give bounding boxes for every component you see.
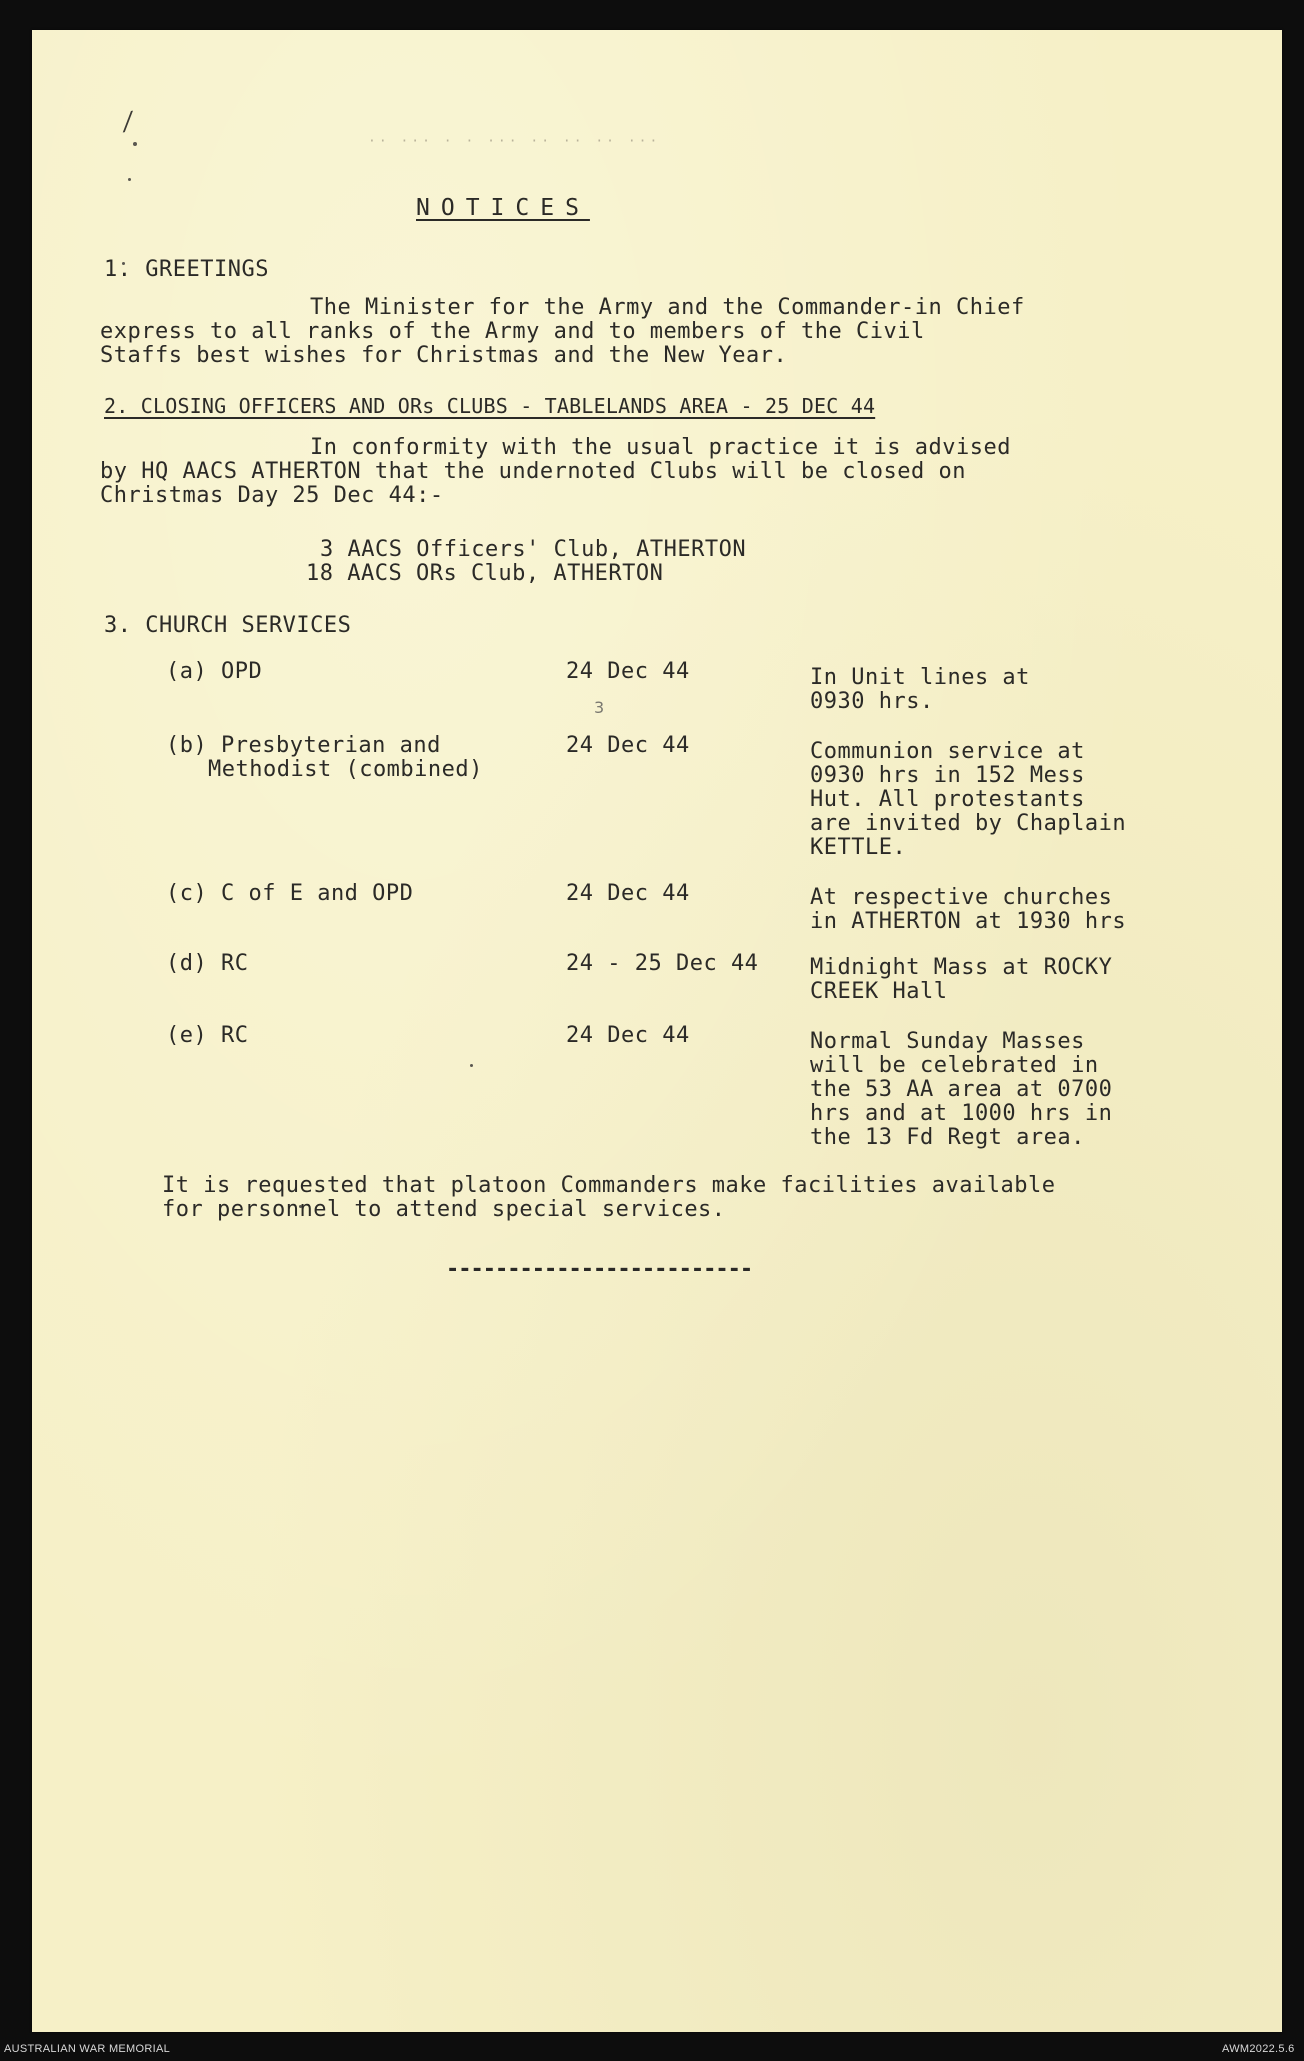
- paper-speck: [128, 178, 131, 181]
- request-line-1: It is requested that platoon Commanders make facilities available: [162, 1173, 1056, 1198]
- service-label: Methodist (combined): [208, 757, 483, 782]
- corner-mark: ⁄: [123, 107, 133, 139]
- greetings-heading: 1. GREETINGS: [104, 257, 269, 282]
- paper-speck: [470, 1064, 473, 1067]
- church-heading: 3. CHURCH SERVICES: [104, 613, 352, 638]
- greetings-line-1: The Minister for the Army and the Commander-in Chief: [310, 295, 1025, 320]
- service-date: 24 Dec 44: [566, 881, 690, 906]
- service-label: (b) Presbyterian and: [166, 733, 441, 758]
- end-divider: -------------------------: [446, 1257, 753, 1282]
- service-label: (a) OPD: [166, 659, 263, 684]
- service-date: 24 Dec 44: [566, 659, 690, 684]
- document-page: [32, 30, 1282, 2032]
- service-details: the 13 Fd Regt area.: [810, 1125, 1085, 1150]
- service-label: (d) RC: [166, 951, 249, 976]
- greetings-line-2: express to all ranks of the Army and to members of the Civil: [100, 319, 925, 344]
- service-details: Midnight Mass at ROCKY: [810, 955, 1113, 980]
- service-details: are invited by Chaplain: [810, 811, 1127, 836]
- request-line-2: for personnel to attend special services.: [162, 1197, 726, 1222]
- service-date: 24 Dec 44: [566, 1023, 690, 1048]
- section-heading-greetings: [104, 258, 269, 282]
- footer-left: AUSTRALIAN WAR MEMORIAL: [4, 2043, 171, 2055]
- service-details: KETTLE.: [810, 835, 907, 860]
- service-date: 24 - 25 Dec 44: [566, 951, 759, 976]
- pencil-annotation: 3: [594, 698, 605, 717]
- service-details: At respective churches: [810, 885, 1113, 910]
- footer-right: AWM2022.5.6: [1222, 2043, 1295, 2055]
- closing-line-1: In conformity with the usual practice it is advised: [310, 435, 1012, 460]
- paper-speck: [133, 142, 137, 146]
- service-details: in ATHERTON at 1930 hrs: [810, 909, 1127, 934]
- closing-line-2: by HQ AACS ATHERTON that the undernoted Clubs will be closed on: [100, 459, 966, 484]
- greetings-line-3: Staffs best wishes for Christmas and the New Year.: [100, 343, 788, 368]
- service-date: 24 Dec 44: [566, 733, 690, 758]
- service-details: Hut. All protestants: [810, 787, 1085, 812]
- club-item: 3 AACS Officers' Club, ATHERTON: [320, 537, 747, 562]
- service-label: (c) C of E and OPD: [166, 881, 414, 906]
- service-label: (e) RC: [166, 1023, 249, 1048]
- service-details: will be celebrated in: [810, 1053, 1099, 1078]
- service-details: Communion service at: [810, 739, 1085, 764]
- service-details: hrs and at 1000 hrs in: [810, 1101, 1113, 1126]
- service-details: 0930 hrs.: [810, 689, 934, 714]
- page-title: NOTICES: [416, 195, 590, 221]
- section-heading-church: [104, 614, 351, 638]
- service-details: CREEK Hall: [810, 979, 948, 1004]
- section-heading-closing: 2. CLOSING OFFICERS AND ORs CLUBS - TABLELANDS AREA - 25 DEC 44: [104, 394, 876, 418]
- service-details: the 53 AA area at 0700: [810, 1077, 1113, 1102]
- service-details: In Unit lines at: [810, 665, 1030, 690]
- club-item: 18 AACS ORs Club, ATHERTON: [306, 561, 664, 586]
- service-details: Normal Sunday Masses: [810, 1029, 1085, 1054]
- faded-header-text: ·· ··· · · ··· ·· ·· ·· ···: [368, 134, 661, 149]
- closing-line-3: Christmas Day 25 Dec 44:-: [100, 483, 444, 508]
- service-details: 0930 hrs in 152 Mess: [810, 763, 1085, 788]
